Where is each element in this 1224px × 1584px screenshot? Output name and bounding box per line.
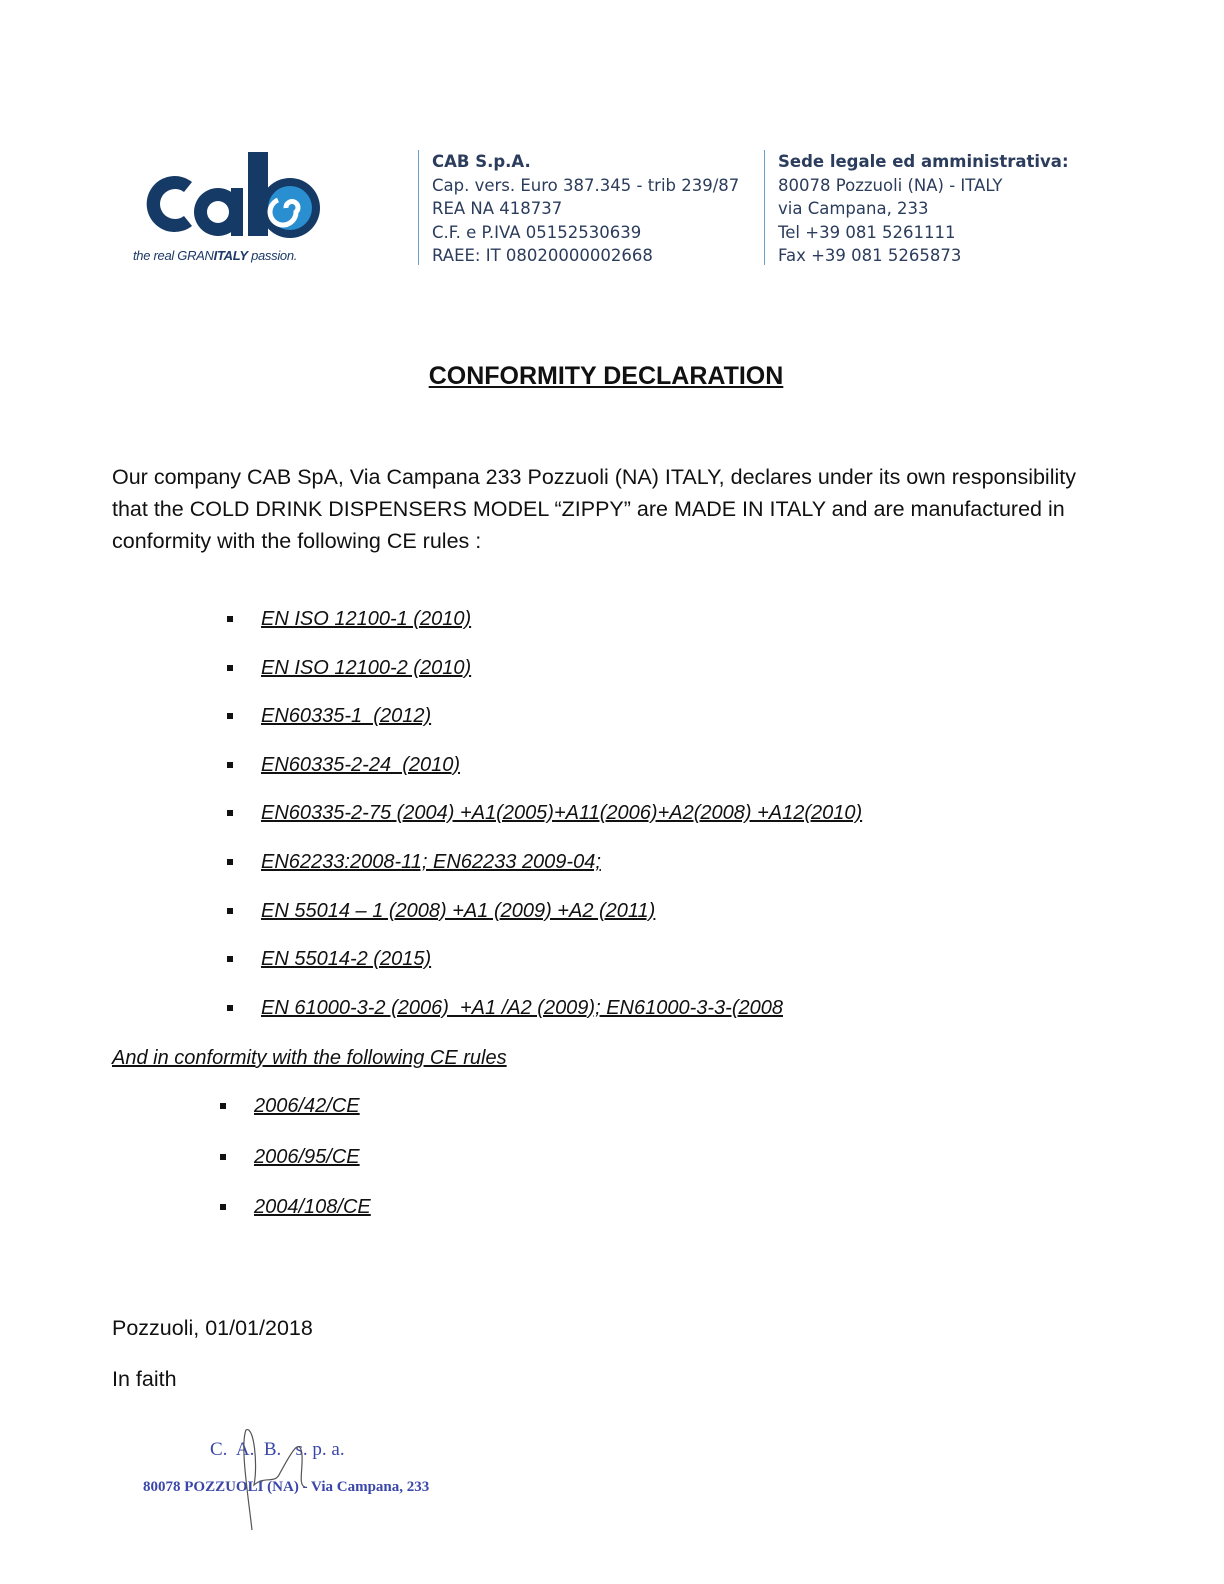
cab-logo xyxy=(130,152,330,242)
standard-item: EN ISO 12100-1 (2010) xyxy=(261,608,472,630)
bullet-icon xyxy=(220,1154,226,1160)
standard-item: EN62233:2008-11; EN62233 2009-04; xyxy=(261,851,601,873)
company-stamp-signature xyxy=(140,1425,440,1535)
company-name: CAB S.p.A. xyxy=(432,152,531,171)
bullet-icon xyxy=(220,1103,226,1109)
bullet-icon xyxy=(220,1204,226,1210)
company-info xyxy=(418,150,739,265)
office-city: 80078 Pozzuoli (NA) - ITALY xyxy=(778,175,1003,195)
standard-item: EN 55014-2 (2015) xyxy=(261,948,432,971)
bullet-icon xyxy=(227,1005,233,1011)
directive-item: 2006/95/CE xyxy=(254,1145,360,1168)
logo-tagline: the real GRANITALY passion. xyxy=(133,248,298,263)
bullet-icon xyxy=(227,762,233,768)
rea: REA NA 418737 xyxy=(432,199,563,218)
bullet-icon xyxy=(227,908,233,914)
office-fax: Fax +39 081 5265873 xyxy=(778,246,962,265)
bullet-icon xyxy=(227,859,233,865)
closing: In faith xyxy=(112,1367,177,1391)
bullet-icon xyxy=(227,810,233,816)
stamp-line2: 80078 POZZUOLI (NA) - Via Campana, 233 xyxy=(143,1479,430,1495)
office-street: via Campana, 233 xyxy=(778,199,929,218)
bullet-icon xyxy=(227,956,233,962)
intro-paragraph: Our company CAB SpA, Via Campana 233 Pozzuoli (NA) ITALY, declares under its own responsibility that the COLD DRINK DISPENSERS MODEL “ZIPPY” are MADE IN ITALY and are manufactured in conformity with the following CE rules : xyxy=(112,465,1076,553)
directive-item: 2004/108/CE xyxy=(254,1196,371,1218)
office-tel: Tel +39 081 5261111 xyxy=(778,222,956,242)
office-info xyxy=(764,150,1069,265)
raee: RAEE: IT 08020000002668 xyxy=(432,246,653,265)
stamp-line1: C. A. B. s. p. a. xyxy=(210,1439,345,1460)
standard-item: EN60335-2-75 (2004) +A1(2005)+A11(2006)+A2(2008) +A12(2010) xyxy=(261,802,863,825)
bullet-icon xyxy=(227,616,233,622)
vat: C.F. e P.IVA 05152530639 xyxy=(432,222,642,242)
bullet-icon xyxy=(227,713,233,719)
directives-heading: And in conformity with the following CE rules xyxy=(112,1047,507,1069)
standard-item: EN ISO 12100-2 (2010) xyxy=(261,656,472,679)
directive-item: 2006/42/CE xyxy=(254,1095,360,1117)
standard-item: EN60335-2-24 (2010) xyxy=(261,753,461,776)
place-date: Pozzuoli, 01/01/2018 xyxy=(112,1316,313,1340)
standard-item: EN60335-1 (2012) xyxy=(261,705,432,728)
capital: Cap. vers. Euro 387.345 - trib 239/87 xyxy=(432,175,740,195)
bullet-icon xyxy=(227,665,233,671)
document-title: CONFORMITY DECLARATION xyxy=(428,362,784,390)
standard-item: EN 55014 – 1 (2008) +A1 (2009) +A2 (2011) xyxy=(261,899,656,922)
office-heading: Sede legale ed amministrativa: xyxy=(778,152,1069,171)
standard-item: EN 61000-3-2 (2006) +A1 /A2 (2009); EN61000-3-3-(2008 xyxy=(261,996,783,1019)
